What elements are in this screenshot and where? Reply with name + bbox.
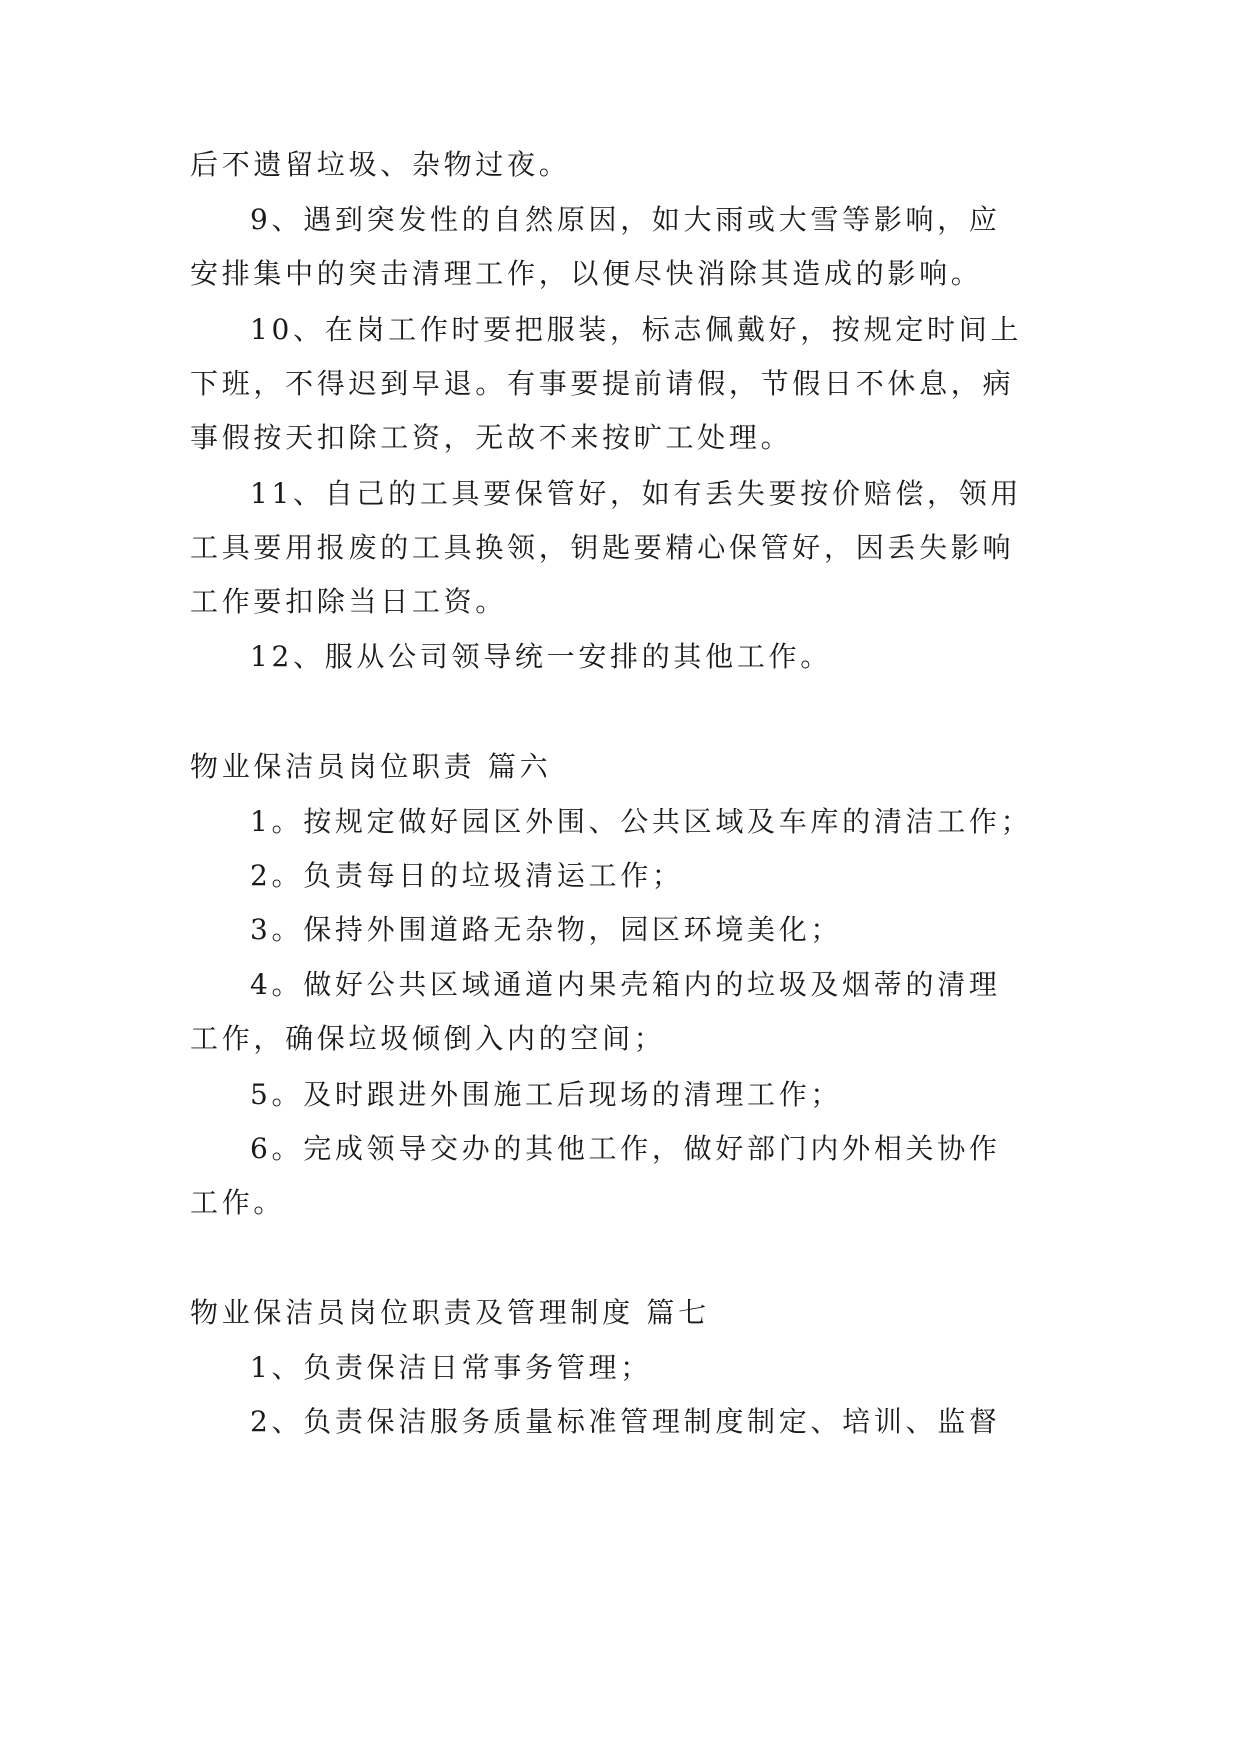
section-6-item-4-line-1: 4。做好公共区域通道内果壳箱内的垃圾及烟蒂的清理 xyxy=(250,968,1001,1001)
section-6-heading: 物业保洁员岗位职责 篇六 xyxy=(190,750,552,783)
section-7-heading: 物业保洁员岗位职责及管理制度 篇七 xyxy=(190,1296,710,1329)
section-6-item-6-line-1: 6。完成领导交办的其他工作，做好部门内外相关协作 xyxy=(250,1132,1001,1165)
paragraph-12: 12、服从公司领导统一安排的其他工作。 xyxy=(250,640,832,673)
section-7-item-2: 2、负责保洁服务质量标准管理制度制定、培训、监督 xyxy=(250,1405,1001,1438)
paragraph-9-line-2: 安排集中的突击清理工作，以便尽快消除其造成的影响。 xyxy=(190,257,983,290)
section-6-item-3: 3。保持外围道路无杂物，园区环境美化； xyxy=(250,913,843,946)
section-6-item-5: 5。及时跟进外围施工后现场的清理工作； xyxy=(250,1078,843,1111)
paragraph-9-line-1: 9、遇到突发性的自然原因，如大雨或大雪等影响，应 xyxy=(250,203,1001,236)
paragraph-10-line-1: 10、在岗工作时要把服装，标志佩戴好，按规定时间上 xyxy=(250,313,1023,346)
paragraph-11-line-1: 11、自己的工具要保管好，如有丢失要按价赔偿，领用 xyxy=(250,477,1023,510)
paragraph-10-line-2: 下班，不得迟到早退。有事要提前请假，节假日不休息，病 xyxy=(190,367,1015,400)
section-6-item-2: 2。负责每日的垃圾清运工作； xyxy=(250,859,684,892)
paragraph-8-continuation: 后不遗留垃圾、杂物过夜。 xyxy=(190,148,571,181)
paragraph-11-line-3: 工作要扣除当日工资。 xyxy=(190,585,508,618)
paragraph-10-line-3: 事假按天扣除工资，无故不来按旷工处理。 xyxy=(190,421,793,454)
section-6-item-4-line-2: 工作，确保垃圾倾倒入内的空间； xyxy=(190,1022,666,1055)
paragraph-11-line-2: 工具要用报废的工具换领，钥匙要精心保管好，因丢失影响 xyxy=(190,531,1015,564)
section-6-item-1: 1。按规定做好园区外围、公共区域及车库的清洁工作； xyxy=(250,805,1033,838)
section-6-item-6-line-2: 工作。 xyxy=(190,1186,286,1219)
section-7-item-1: 1、负责保洁日常事务管理； xyxy=(250,1351,652,1384)
